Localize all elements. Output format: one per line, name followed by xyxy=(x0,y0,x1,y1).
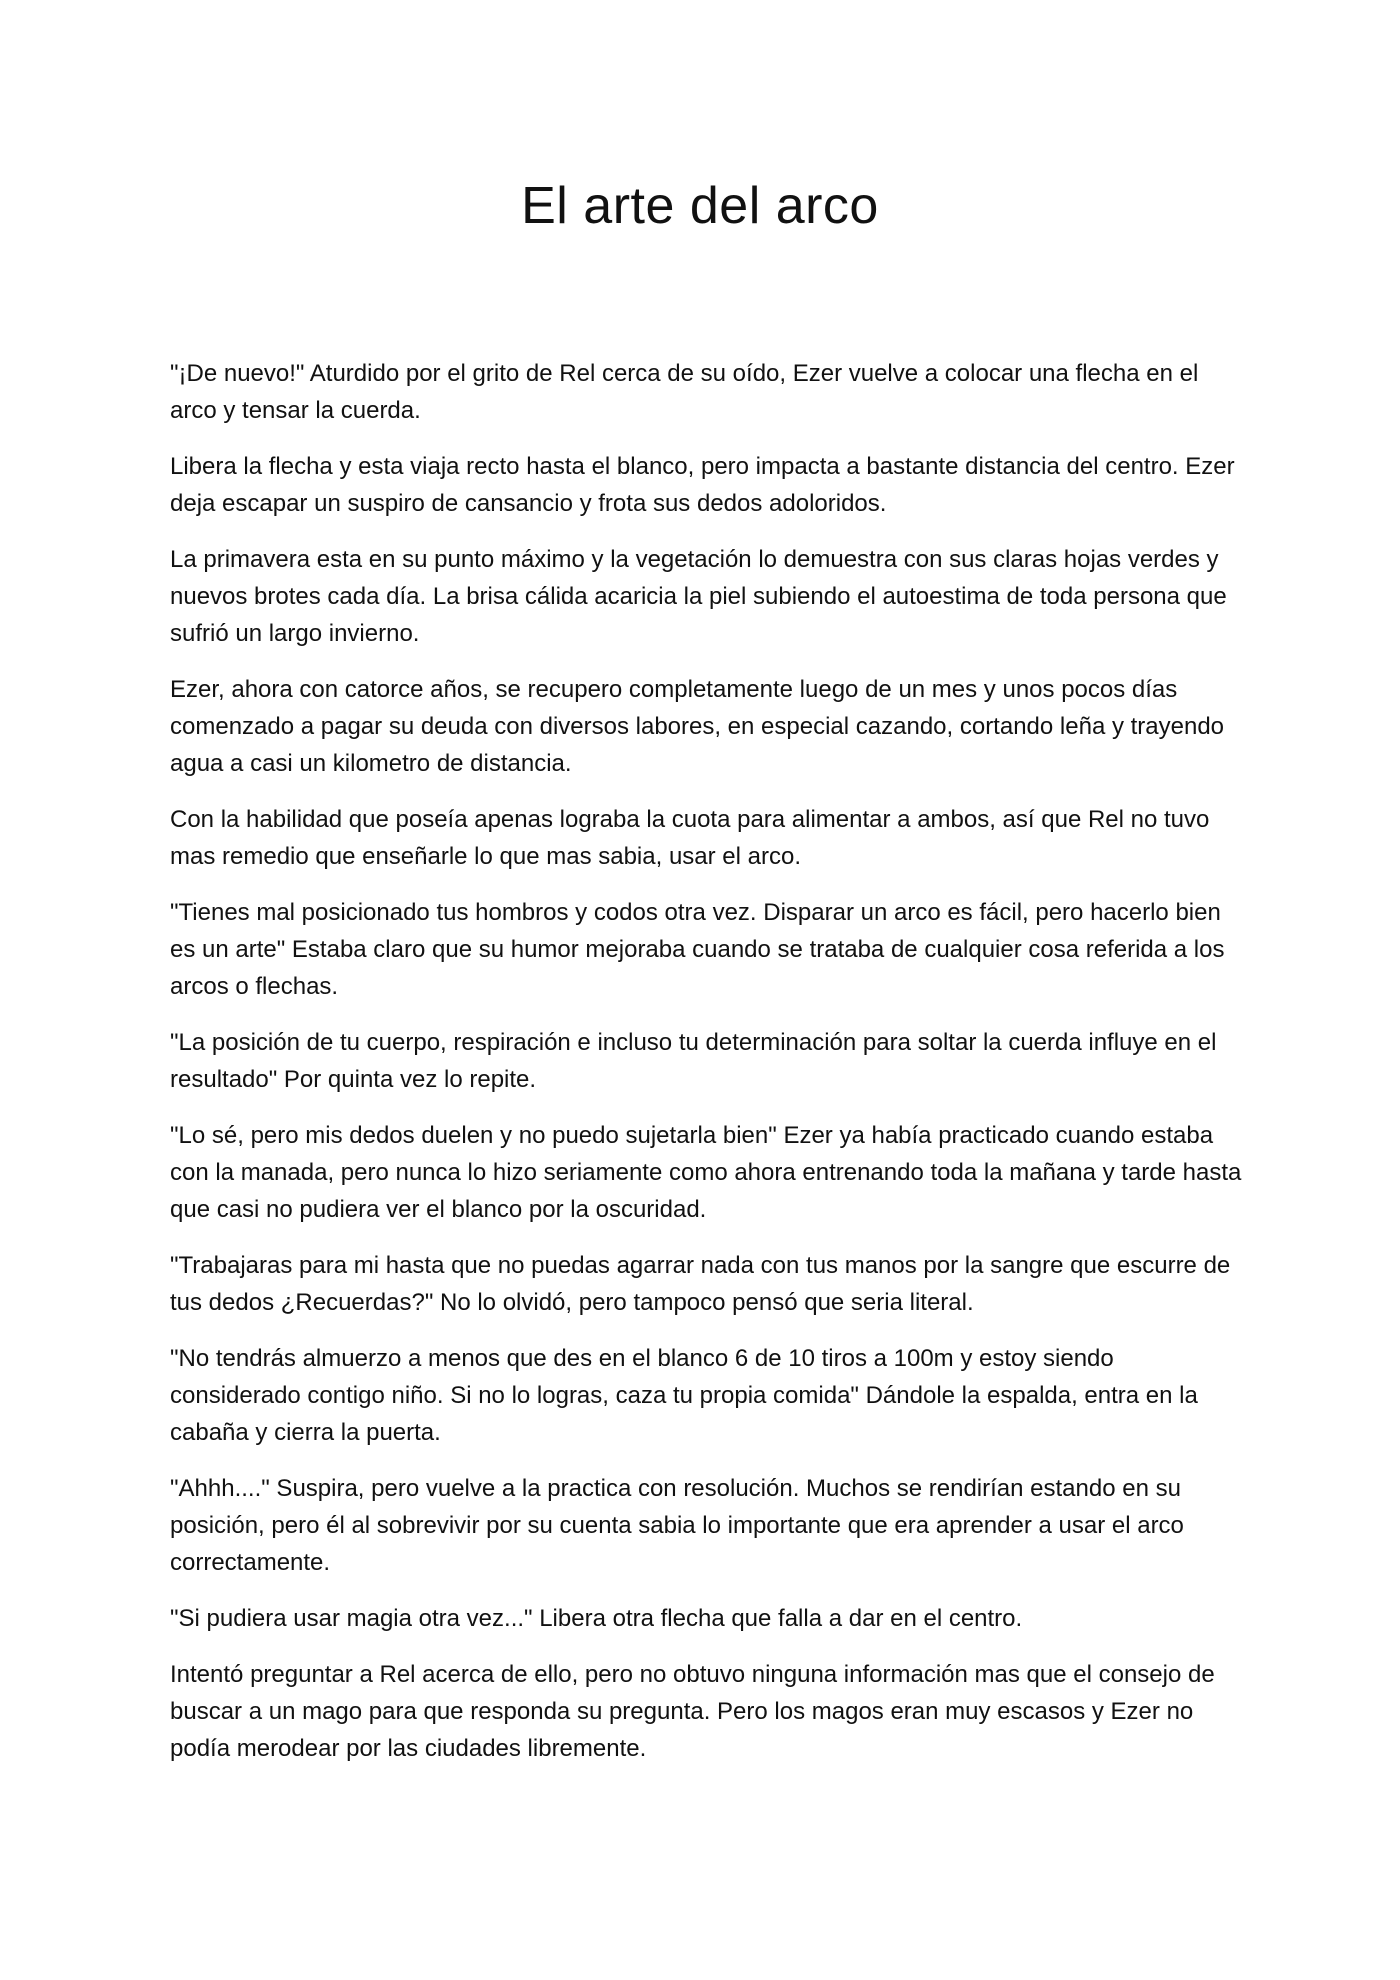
paragraph-12: "Si pudiera usar magia otra vez..." Libera otra flecha que falla a dar en el centro. xyxy=(170,1605,1023,1632)
paragraph-9: "Trabajaras para mi hasta que no puedas agarrar nada con tus manos por la sangre que escurre de tus dedos ¿Recuerdas?" No lo olvidó, pero tampoco pensó que seria literal. xyxy=(170,1252,1231,1316)
paragraph-5: Con la habilidad que poseía apenas lograba la cuota para alimentar a ambos, así que Rel no tuvo mas remedio que enseñarle lo que mas sabia, usar el arco. xyxy=(170,806,1210,870)
paragraph-2: Libera la flecha y esta viaja recto hasta el blanco, pero impacta a bastante distancia del centro. Ezer deja escapar un suspiro de cansancio y frota sus dedos adoloridos. xyxy=(170,453,1235,517)
page-title: El arte del arco xyxy=(521,177,879,235)
document-body xyxy=(170,355,1250,1786)
paragraph-1: "¡De nuevo!" Aturdido por el grito de Rel cerca de su oído, Ezer vuelve a colocar una flecha en el arco y tensar la cuerda. xyxy=(170,360,1199,424)
paragraph-13: Intentó preguntar a Rel acerca de ello, pero no obtuvo ninguna información mas que el consejo de buscar a un mago para que responda su pregunta. Pero los magos eran muy escasos y Ezer no podía merodear por las ciudades libremente. xyxy=(170,1661,1215,1762)
paragraph-3: La primavera esta en su punto máximo y la vegetación lo demuestra con sus claras hojas verdes y nuevos brotes cada día. La brisa cálida acaricia la piel subiendo el autoestima de toda persona que sufrió un largo invierno. xyxy=(170,546,1227,647)
paragraph-10: "No tendrás almuerzo a menos que des en el blanco 6 de 10 tiros a 100m y estoy siendo considerado contigo niño. Si no lo logras, caza tu propia comida" Dándole la espalda, entra en la cabaña y cierra la puerta. xyxy=(170,1345,1198,1446)
paragraph-8: "Lo sé, pero mis dedos duelen y no puedo sujetarla bien" Ezer ya había practicado cuando estaba con la manada, pero nunca lo hizo seriamente como ahora entrenando toda la mañana y tarde hasta que casi no pudiera ver el blanco por la oscuridad. xyxy=(170,1122,1242,1223)
paragraph-4: Ezer, ahora con catorce años, se recupero completamente luego de un mes y unos pocos días comenzado a pagar su deuda con diversos labores, en especial cazando, cortando leña y trayendo agua a casi un kilometro de distancia. xyxy=(170,676,1225,777)
paragraph-6: "Tienes mal posicionado tus hombros y codos otra vez. Disparar un arco es fácil, pero hacerlo bien es un arte" Estaba claro que su humor mejoraba cuando se trataba de cualquier cosa referida a los arcos o flechas. xyxy=(170,899,1225,1000)
paragraph-11: "Ahhh...." Suspira, pero vuelve a la practica con resolución. Muchos se rendirían estando en su posición, pero él al sobrevivir por su cuenta sabia lo importante que era aprender a usar el arco correctamente. xyxy=(170,1475,1184,1576)
paragraph-7: "La posición de tu cuerpo, respiración e incluso tu determinación para soltar la cuerda influye en el resultado" Por quinta vez lo repite. xyxy=(170,1029,1217,1093)
